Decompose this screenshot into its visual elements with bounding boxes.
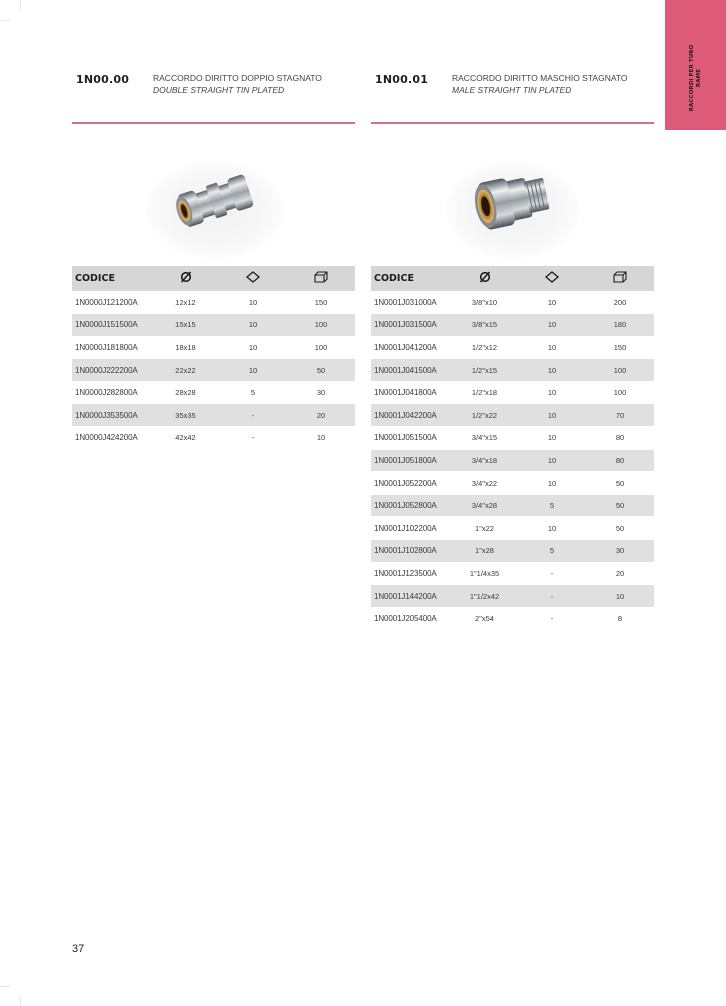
crop-mark (0, 986, 10, 996)
cell-box-qty: 10 (219, 291, 287, 314)
section-tab-line1: RACCORDI PER TUBO (688, 44, 695, 112)
cell-box-qty: - (518, 607, 586, 630)
cell-code: 1N0001J041800A (371, 381, 451, 404)
cell-diameter: 1"1/2x42 (451, 585, 518, 608)
product-description (452, 72, 628, 96)
table-row (371, 494, 654, 517)
cell-box-qty: 10 (518, 314, 586, 337)
cell-code: 1N0001J051500A (371, 427, 451, 450)
cell-diameter: 1"1/4x35 (451, 562, 518, 585)
description-english: DOUBLE STRAIGHT TIN PLATED (153, 85, 285, 95)
cell-code: 1N0000J282800A (72, 381, 152, 404)
cell-diameter: 3/8"x15 (451, 314, 518, 337)
table-row (72, 359, 355, 382)
cell-pack-qty: 80 (586, 427, 654, 450)
cell-diameter: 1/2"x12 (451, 336, 518, 359)
table-row (72, 314, 355, 337)
table-row (371, 517, 654, 540)
carton-box-icon (586, 266, 654, 291)
cell-pack-qty: 20 (586, 562, 654, 585)
cell-box-qty: 5 (518, 494, 586, 517)
cell-pack-qty: 180 (586, 314, 654, 337)
cell-code: 1N0001J051800A (371, 449, 451, 472)
cell-box-qty: 10 (518, 427, 586, 450)
cell-diameter: 2"x54 (451, 607, 518, 630)
product-description (153, 72, 322, 96)
page-number: 37 (72, 943, 85, 955)
spec-table-1n00-01 (371, 266, 654, 630)
cell-diameter: 15x15 (152, 314, 219, 337)
table-row (371, 314, 654, 337)
cell-code: 1N0000J151500A (72, 314, 152, 337)
cell-diameter: 3/4"x15 (451, 427, 518, 450)
cell-code: 1N0000J353500A (72, 404, 152, 427)
cell-code: 1N0000J424200A (72, 427, 152, 450)
cell-pack-qty: 100 (586, 381, 654, 404)
cell-code: 1N0000J121200A (72, 291, 152, 314)
cell-pack-qty: 10 (586, 585, 654, 608)
cell-diameter: 1"x28 (451, 540, 518, 563)
cell-pack-qty: 100 (287, 336, 355, 359)
cell-code: 1N0001J123500A (371, 562, 451, 585)
cell-diameter: 22x22 (152, 359, 219, 382)
table-row (371, 336, 654, 359)
cell-code: 1N0001J205400A (371, 607, 451, 630)
cell-box-qty: - (518, 562, 586, 585)
cell-diameter: 1/2"x22 (451, 404, 518, 427)
cell-diameter: 12x12 (152, 291, 219, 314)
cell-code: 1N0001J031500A (371, 314, 451, 337)
cell-pack-qty: 30 (586, 540, 654, 563)
table-row (371, 404, 654, 427)
header-code: CODICE (371, 266, 451, 291)
cell-pack-qty: 50 (586, 472, 654, 495)
table-row (371, 381, 654, 404)
cell-box-qty: 10 (518, 517, 586, 540)
double-straight-fitting-photo (145, 160, 285, 260)
table-row (371, 291, 654, 314)
table-row (72, 336, 355, 359)
cell-box-qty: 10 (518, 449, 586, 472)
cell-code: 1N0001J052200A (371, 472, 451, 495)
cell-pack-qty: 50 (586, 494, 654, 517)
cell-box-qty: - (219, 404, 287, 427)
cell-box-qty: 5 (219, 381, 287, 404)
table-row (371, 472, 654, 495)
table-row (371, 449, 654, 472)
cell-code: 1N0001J041200A (371, 336, 451, 359)
table-row (72, 427, 355, 450)
cell-diameter: 18x18 (152, 336, 219, 359)
table-row (72, 291, 355, 314)
cell-box-qty: - (219, 427, 287, 450)
cell-pack-qty: 100 (586, 359, 654, 382)
product-code: 1N00.00 (76, 73, 130, 86)
male-straight-fitting-photo (445, 160, 580, 260)
cell-box-qty: 10 (219, 359, 287, 382)
section-tab-label (689, 45, 703, 112)
crop-mark (20, 996, 30, 1006)
cell-box-qty: 10 (518, 291, 586, 314)
spec-table-1n00-00 (72, 266, 355, 450)
cell-diameter: 3/8"x10 (451, 291, 518, 314)
table-row (371, 607, 654, 630)
cell-box-qty: 10 (518, 359, 586, 382)
cell-code: 1N0001J052800A (371, 494, 451, 517)
section-tab (665, 0, 726, 130)
cell-code: 1N0001J144200A (371, 585, 451, 608)
cell-diameter: 3/4"x28 (451, 494, 518, 517)
crop-mark (20, 0, 30, 10)
table-row (72, 404, 355, 427)
diamond-box-icon (219, 266, 287, 291)
cell-pack-qty: 150 (287, 291, 355, 314)
cell-pack-qty: 70 (586, 404, 654, 427)
cell-diameter: 1/2"x15 (451, 359, 518, 382)
cell-pack-qty: 30 (287, 381, 355, 404)
crop-mark (0, 20, 10, 30)
table-row (371, 427, 654, 450)
cell-box-qty: 10 (219, 314, 287, 337)
cell-box-qty: 5 (518, 540, 586, 563)
cell-diameter: 3/4"x22 (451, 472, 518, 495)
cell-pack-qty: 10 (287, 427, 355, 450)
cell-pack-qty: 50 (586, 517, 654, 540)
cell-code: 1N0001J031000A (371, 291, 451, 314)
cell-box-qty: 10 (219, 336, 287, 359)
section-tab-line2: RAME (695, 68, 702, 88)
cell-diameter: 28x28 (152, 381, 219, 404)
cell-pack-qty: 150 (586, 336, 654, 359)
description-italian: RACCORDO DIRITTO MASCHIO STAGNATO (452, 73, 628, 83)
cell-diameter: 35x35 (152, 404, 219, 427)
cell-code: 1N0001J102800A (371, 540, 451, 563)
cell-code: 1N0001J102200A (371, 517, 451, 540)
cell-pack-qty: 20 (287, 404, 355, 427)
cell-diameter: 1/2"x18 (451, 381, 518, 404)
cell-diameter: 1"x22 (451, 517, 518, 540)
product-code: 1N00.01 (375, 73, 429, 86)
cell-box-qty: 10 (518, 336, 586, 359)
table-row (72, 381, 355, 404)
header-divider (72, 122, 355, 124)
cell-code: 1N0001J041500A (371, 359, 451, 382)
header-code: CODICE (72, 266, 152, 291)
table-row (371, 585, 654, 608)
cell-box-qty: 10 (518, 472, 586, 495)
table-row (371, 562, 654, 585)
header-divider (371, 122, 654, 124)
cell-pack-qty: 8 (586, 607, 654, 630)
cell-diameter: 3/4"x18 (451, 449, 518, 472)
table-header-row (72, 266, 355, 291)
diameter-icon (451, 266, 518, 291)
cell-code: 1N0000J222200A (72, 359, 152, 382)
cell-box-qty: 10 (518, 404, 586, 427)
cell-code: 1N0000J181800A (72, 336, 152, 359)
cell-box-qty: - (518, 585, 586, 608)
cell-diameter: 42x42 (152, 427, 219, 450)
carton-box-icon (287, 266, 355, 291)
table-row (371, 540, 654, 563)
diamond-box-icon (518, 266, 586, 291)
cell-pack-qty: 50 (287, 359, 355, 382)
cell-pack-qty: 200 (586, 291, 654, 314)
table-header-row (371, 266, 654, 291)
cell-code: 1N0001J042200A (371, 404, 451, 427)
cell-pack-qty: 100 (287, 314, 355, 337)
description-english: MALE STRAIGHT TIN PLATED (452, 85, 572, 95)
cell-pack-qty: 80 (586, 449, 654, 472)
table-row (371, 359, 654, 382)
description-italian: RACCORDO DIRITTO DOPPIO STAGNATO (153, 73, 322, 83)
cell-box-qty: 10 (518, 381, 586, 404)
diameter-icon (152, 266, 219, 291)
